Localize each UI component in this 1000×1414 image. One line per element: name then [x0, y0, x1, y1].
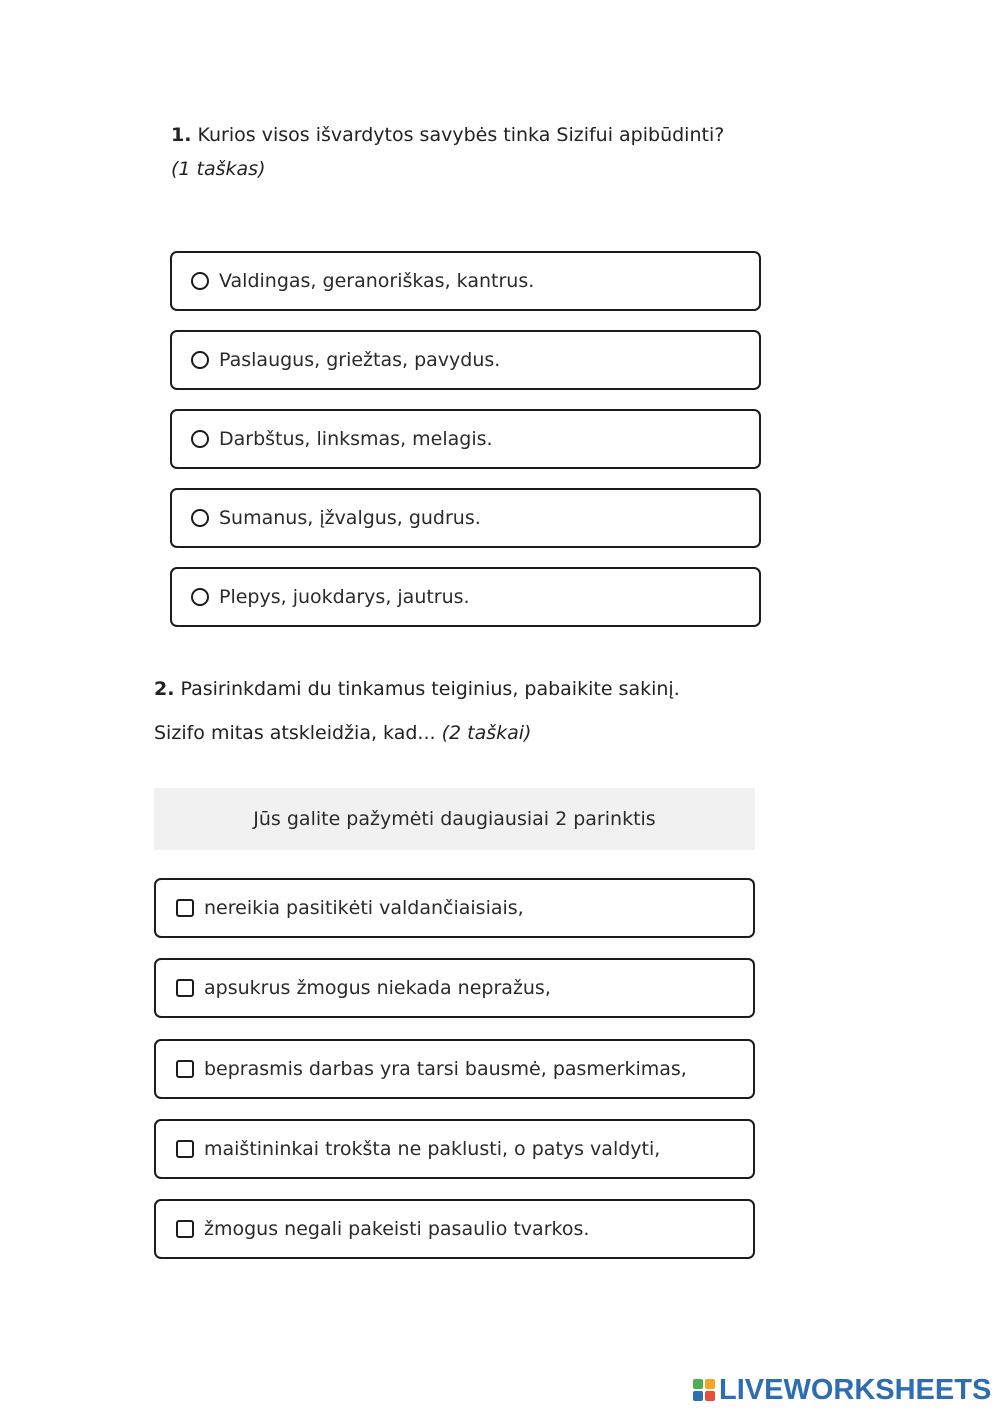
q2-option-1[interactable] — [154, 878, 755, 938]
selection-limit-hint: Jūs galite pažymėti daugiausiai 2 parinktis — [154, 788, 755, 850]
logo-square-icon — [705, 1391, 715, 1401]
question-1 — [171, 118, 771, 186]
q1-option-label: Darbštus, linksmas, melagis. — [219, 428, 493, 450]
checkbox-icon[interactable] — [176, 899, 194, 917]
question-2-points: (2 taškai) — [441, 722, 532, 744]
question-2-subtext — [154, 716, 774, 750]
question-1-number: 1. — [171, 124, 192, 146]
checkbox-icon[interactable] — [176, 1140, 194, 1158]
radio-icon[interactable] — [191, 351, 209, 369]
logo-text: LIVEWORKSHEETS — [719, 1373, 992, 1406]
question-2-prompt-2: Sizifo mitas atskleidžia, kad... — [154, 722, 436, 744]
q2-option-label: maištininkai trokšta ne paklusti, o patys valdyti, — [204, 1138, 661, 1160]
checkbox-icon[interactable] — [176, 979, 194, 997]
q1-option-2[interactable] — [170, 330, 761, 390]
q2-option-label: žmogus negali pakeisti pasaulio tvarkos. — [204, 1218, 590, 1240]
logo-square-icon — [693, 1379, 703, 1389]
question-2-number: 2. — [154, 678, 175, 700]
q1-option-label: Sumanus, įžvalgus, gudrus. — [219, 507, 481, 529]
question-1-prompt: Kurios visos išvardytos savybės tinka Sizifui apibūdinti? — [197, 124, 725, 146]
q2-option-5[interactable] — [154, 1199, 755, 1259]
q2-option-label: nereikia pasitikėti valdančiaisiais, — [204, 897, 524, 919]
q2-option-2[interactable] — [154, 958, 755, 1018]
radio-icon[interactable] — [191, 272, 209, 290]
radio-icon[interactable] — [191, 588, 209, 606]
liveworksheets-logo — [693, 1374, 991, 1406]
question-2-prompt: Pasirinkdami du tinkamus teiginius, pabaikite sakinį. — [180, 678, 680, 700]
q1-option-4[interactable] — [170, 488, 761, 548]
radio-icon[interactable] — [191, 430, 209, 448]
question-1-points: (1 taškas) — [171, 158, 266, 180]
q1-option-5[interactable] — [170, 567, 761, 627]
question-1-text — [171, 118, 771, 186]
radio-icon[interactable] — [191, 509, 209, 527]
logo-square-icon — [693, 1391, 703, 1401]
checkbox-icon[interactable] — [176, 1220, 194, 1238]
q2-option-label: beprasmis darbas yra tarsi bausmė, pasmerkimas, — [204, 1058, 687, 1080]
q1-option-3[interactable] — [170, 409, 761, 469]
q2-option-label: apsukrus žmogus niekada nepražus, — [204, 977, 551, 999]
logo-square-icon — [705, 1379, 715, 1389]
q1-option-label: Paslaugus, griežtas, pavydus. — [219, 349, 501, 371]
question-2 — [154, 672, 774, 750]
q2-option-3[interactable] — [154, 1039, 755, 1099]
question-2-text — [154, 672, 774, 706]
q2-option-4[interactable] — [154, 1119, 755, 1179]
q1-option-label: Valdingas, geranoriškas, kantrus. — [219, 270, 535, 292]
logo-grid-icon — [693, 1379, 715, 1401]
q1-option-label: Plepys, juokdarys, jautrus. — [219, 586, 470, 608]
q1-option-1[interactable] — [170, 251, 761, 311]
checkbox-icon[interactable] — [176, 1060, 194, 1078]
